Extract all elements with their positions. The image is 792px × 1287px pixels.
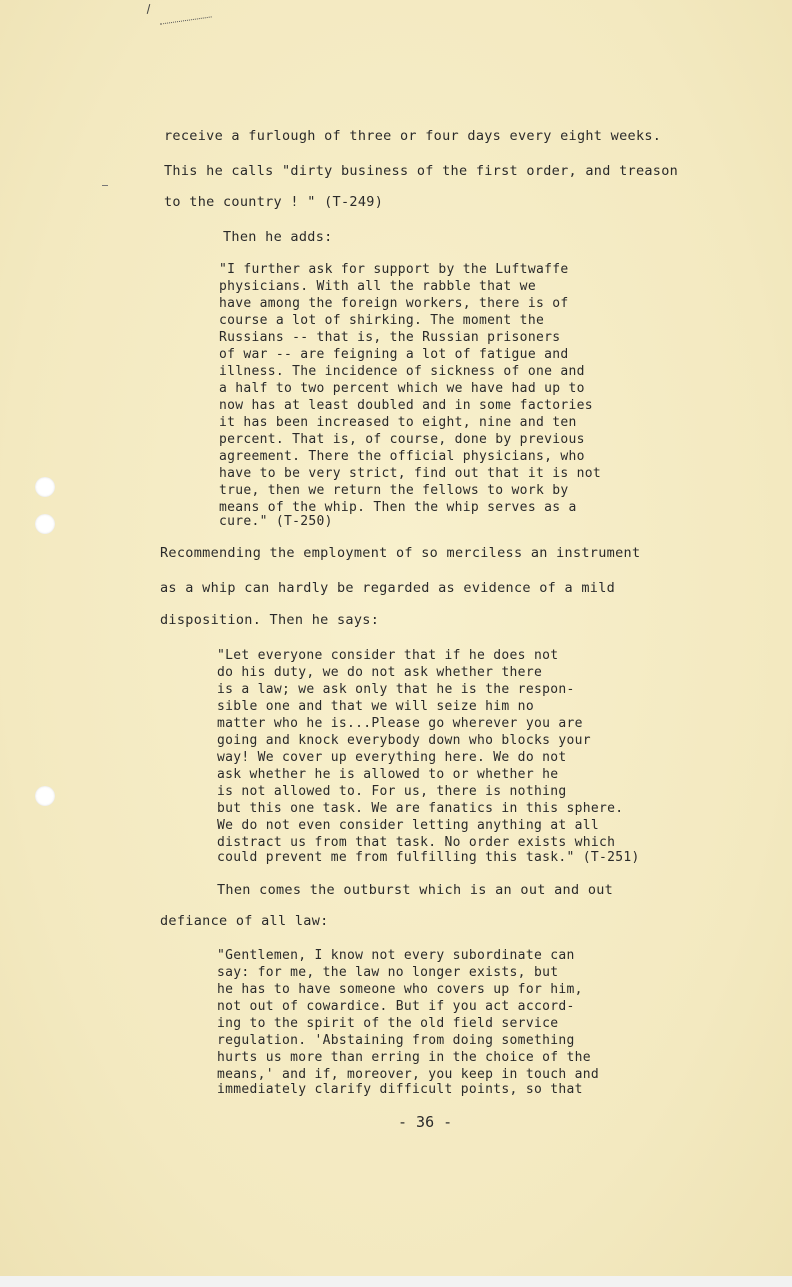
text-line: Then comes the outburst which is an out and out	[217, 882, 614, 898]
margin-tick-mark	[102, 185, 108, 186]
punch-hole	[35, 514, 55, 534]
quote-line: "Gentlemen, I know not every subordinate can	[217, 948, 575, 963]
quote-line: way! We cover up everything here. We do not	[217, 750, 567, 765]
quote-line: is not allowed to. For us, there is nothing	[217, 784, 567, 799]
quote-line: percent. That is, of course, done by previous	[219, 432, 585, 447]
quote-line: regulation. 'Abstaining from doing something	[217, 1033, 575, 1048]
text-line: Recommending the employment of so merciless an instrument	[160, 545, 641, 561]
quote-line: cure." (T-250)	[219, 514, 333, 529]
quote-line: We do not even consider letting anything at all	[217, 818, 599, 833]
quote-line: have among the foreign workers, there is of	[219, 296, 569, 311]
quote-line: have to be very strict, find out that it is not	[219, 466, 601, 481]
text-line: as a whip can hardly be regarded as evidence of a mild	[160, 580, 616, 596]
quote-line: course a lot of shirking. The moment the	[219, 313, 545, 328]
quote-line: he has to have someone who covers up for him,	[217, 982, 583, 997]
quote-line: "I further ask for support by the Luftwaffe	[219, 262, 569, 277]
quote-line: "Let everyone consider that if he does not	[217, 648, 559, 663]
pencil-dotted-mark	[160, 16, 212, 25]
quote-line: going and knock everybody down who blocks your	[217, 733, 591, 748]
quote-line: means,' and if, moreover, you keep in touch and	[217, 1067, 599, 1082]
text-line: to the country ! " (T-249)	[164, 194, 384, 210]
text-line: defiance of all law:	[160, 913, 329, 929]
quote-line: a half to two percent which we have had up to	[219, 381, 585, 396]
quote-line: do his duty, we do not ask whether there	[217, 665, 543, 680]
pencil-tick-mark	[147, 4, 151, 14]
quote-line: of war -- are feigning a lot of fatigue and	[219, 347, 569, 362]
quote-line: matter who he is...Please go wherever you are	[217, 716, 583, 731]
quote-line: ing to the spirit of the old field service	[217, 1016, 559, 1031]
quote-line: physicians. With all the rabble that we	[219, 279, 536, 294]
quote-line: immediately clarify difficult points, so that	[217, 1082, 583, 1097]
text-line: This he calls "dirty business of the first order, and treason	[164, 163, 679, 179]
quote-line: sible one and that we will seize him no	[217, 699, 534, 714]
quote-line: means of the whip. Then the whip serves as a	[219, 500, 577, 515]
quote-line: but this one task. We are fanatics in this sphere.	[217, 801, 624, 816]
quote-line: true, then we return the fellows to work by	[219, 483, 569, 498]
punch-hole	[35, 786, 55, 806]
scan-bottom-edge	[0, 1276, 792, 1287]
text-line: receive a furlough of three or four days every eight weeks.	[164, 128, 662, 144]
text-line: disposition. Then he says:	[160, 612, 380, 628]
quote-line: it has been increased to eight, nine and ten	[219, 415, 577, 430]
quote-line: could prevent me from fulfilling this task." (T-251)	[217, 850, 640, 865]
page-number: - 36 -	[398, 1113, 453, 1131]
quote-line: agreement. There the official physicians, who	[219, 449, 585, 464]
quote-line: ask whether he is allowed to or whether he	[217, 767, 559, 782]
quote-line: Russians -- that is, the Russian prisoners	[219, 330, 561, 345]
quote-line: not out of cowardice. But if you act accord-	[217, 999, 575, 1014]
quote-line: hurts us more than erring in the choice of the	[217, 1050, 591, 1065]
quote-line: now has at least doubled and in some factories	[219, 398, 593, 413]
quote-line: distract us from that task. No order exists which	[217, 835, 616, 850]
punch-hole	[35, 477, 55, 497]
quote-line: is a law; we ask only that he is the respon-	[217, 682, 575, 697]
quote-line: illness. The incidence of sickness of one and	[219, 364, 585, 379]
text-line: Then he adds:	[223, 229, 333, 245]
quote-line: say: for me, the law no longer exists, but	[217, 965, 559, 980]
